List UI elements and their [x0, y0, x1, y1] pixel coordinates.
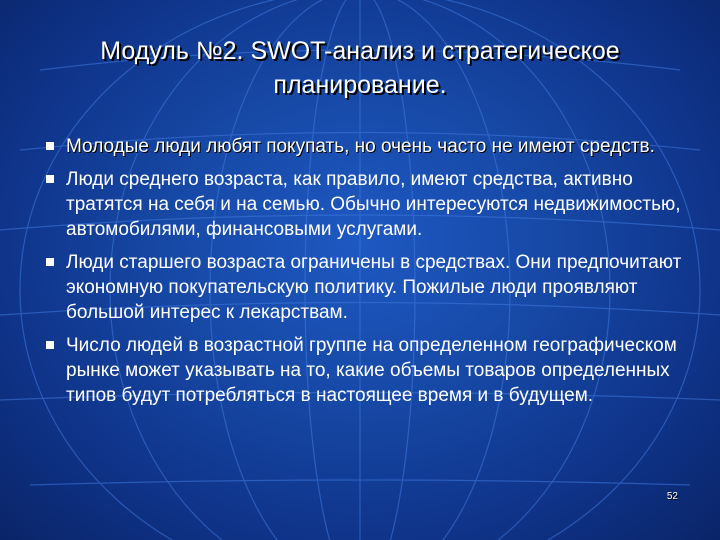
bullet-square-icon: [46, 341, 54, 349]
page-number: 52: [666, 491, 678, 502]
bullet-square-icon: [46, 258, 54, 266]
bullet-list: [44, 134, 684, 416]
bullet-text: Люди старшего возраста ограничены в средствах. Они предпочитают экономную покупательскую политику. Пожилые люди проявляют большой интерес к лекарствам.: [66, 252, 682, 323]
bullet-square-icon: [46, 175, 54, 183]
slide-title: [40, 34, 680, 102]
bullet-text: Молодые люди любят покупать, но очень часто не имеют средств.: [66, 136, 655, 157]
bullet-text: Люди среднего возраста, как правило, имеют средства, активно тратятся на себя и на семью. Обычно интересуются недвижимостью, автомобилями, финансовыми услугами.: [66, 169, 681, 240]
bullet-text: Число людей в возрастной группе на определенном географическом рынке может указывать на то, какие объемы товаров определенных типов будут потребляться в настоящее время и в будущем.: [66, 335, 677, 406]
title-line-1: Модуль №2. SWOT-анализ и стратегическое: [100, 37, 620, 65]
bullet-item-1: [44, 134, 684, 159]
bullet-item-3: [44, 250, 684, 325]
bullet-item-2: [44, 167, 684, 242]
bullet-item-4: [44, 333, 684, 408]
title-line-2: планирование.: [273, 71, 447, 99]
bullet-square-icon: [46, 142, 54, 150]
